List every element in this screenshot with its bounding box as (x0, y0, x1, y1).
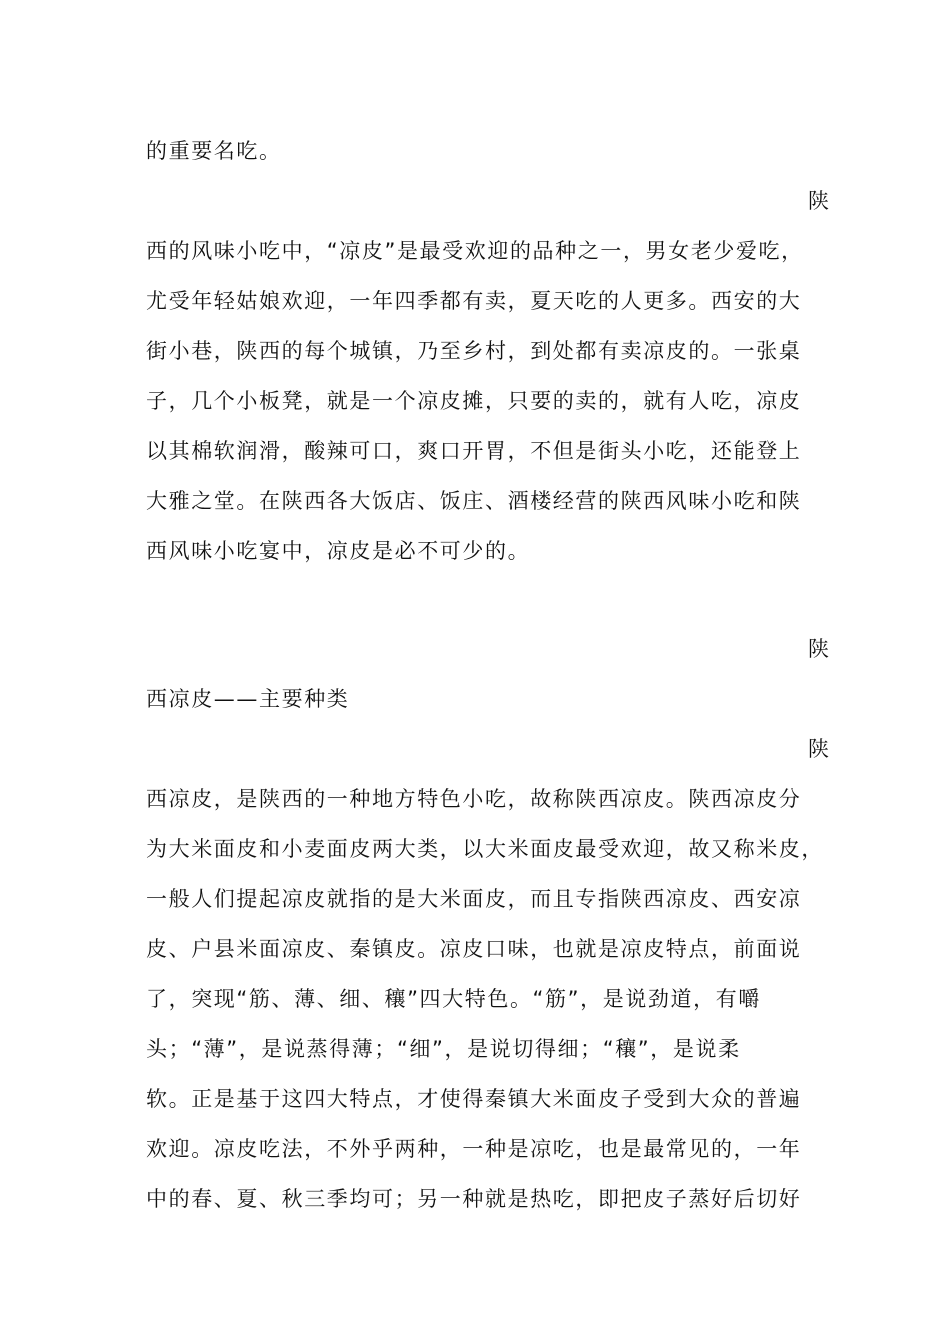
paragraph-line: 头；“薄”，是说蒸得薄；“细”，是说切得细；“穰”，是说柔 (146, 1037, 741, 1061)
paragraph-line: 子，几个小板凳，就是一个凉皮摊，只要的卖的，就有人吃，凉皮 (146, 389, 802, 413)
paragraph-line: 皮、户县米面凉皮、秦镇皮。凉皮口味，也就是凉皮特点，前面说 (146, 937, 802, 961)
paragraph-line: 西凉皮，是陕西的一种地方特色小吃，故称陕西凉皮。陕西凉皮分 (146, 787, 802, 811)
paragraph-line: 大雅之堂。在陕西各大饭店、饭庄、酒楼经营的陕西风味小吃和陕 (146, 489, 802, 513)
paragraph-line: 为大米面皮和小麦面皮两大类，以大米面皮最受欢迎，故又称米皮， (146, 837, 824, 861)
paragraph-line: 街小巷，陕西的每个城镇，乃至乡村，到处都有卖凉皮的。一张桌 (146, 339, 802, 363)
paragraph-line: 西风味小吃宴中，凉皮是必不可少的。 (146, 539, 531, 563)
line-start-marker: 陕 (808, 189, 829, 213)
section-heading: 西凉皮——主要种类 (146, 687, 350, 711)
paragraph-line: 以其棉软润滑，酸辣可口，爽口开胃，不但是街头小吃，还能登上 (146, 439, 802, 463)
paragraph-line: 尤受年轻姑娘欢迎，一年四季都有卖，夏天吃的人更多。西安的大 (146, 289, 802, 313)
paragraph-line: 西的风味小吃中，“凉皮”是最受欢迎的品种之一，男女老少爱吃， (146, 239, 804, 263)
intro-line: 的重要名吃。 (146, 139, 282, 163)
paragraph-line: 软。正是基于这四大特点，才使得秦镇大米面皮子受到大众的普遍 (146, 1087, 802, 1111)
paragraph-line: 一般人们提起凉皮就指的是大米面皮，而且专指陕西凉皮、西安凉 (146, 887, 802, 911)
paragraph-line: 中的春、夏、秋三季均可；另一种就是热吃，即把皮子蒸好后切好 (146, 1187, 802, 1211)
paragraph-line: 了，突现“筋、薄、细、穰”四大特色。“筋”，是说劲道，有嚼 (146, 987, 761, 1011)
line-start-marker: 陕 (808, 637, 829, 661)
line-start-marker: 陕 (808, 737, 829, 761)
paragraph-line: 欢迎。凉皮吃法，不外乎两种，一种是凉吃，也是最常见的，一年 (146, 1137, 802, 1161)
